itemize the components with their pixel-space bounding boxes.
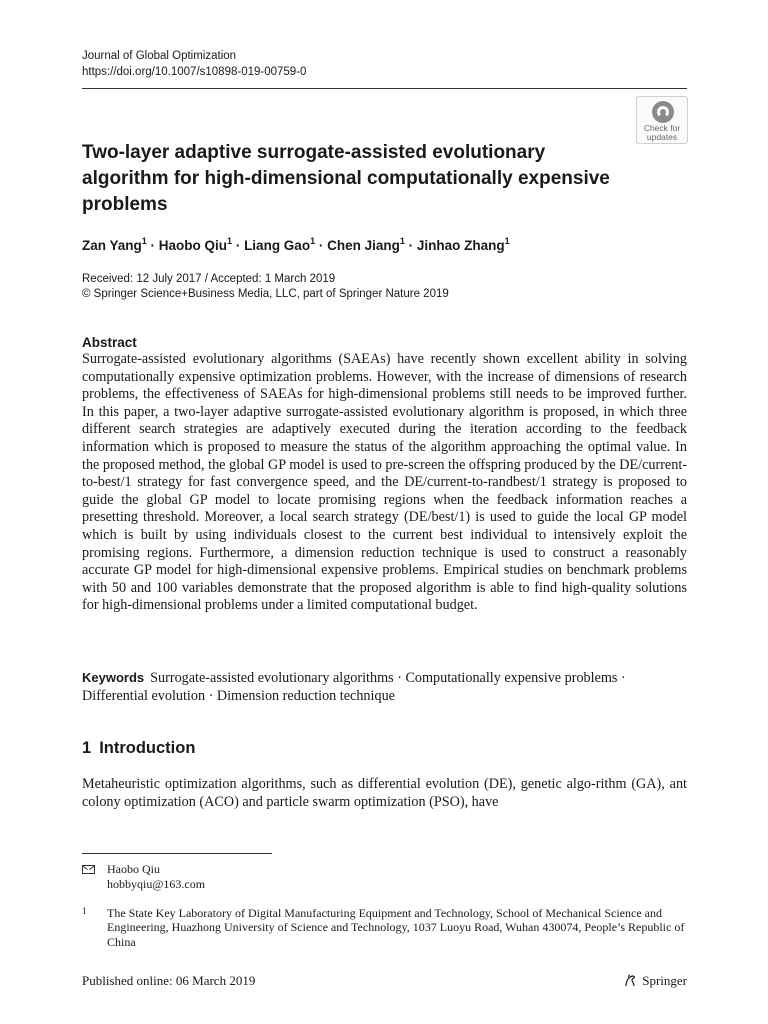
abstract-body: Surrogate-assisted evolutionary algorithms (SAEAs) have recently shown excellent ability in solving computationally expensive optimization problems. However, with the increase of dimensions of research problems, the effectiveness of SAEAs for high-dimensional problems still needs to be improved further. In this paper, a two-layer adaptive surrogate-assisted evolutionary algorithm is proposed, in which three different search strategies are adaptively executed during the iteration according to the feedback information which is proposed to measure the status of the algorithm approaching the optimal value. In the proposed method, the global GP model is used to pre-screen the offspring produced by the DE/current-to-best/1 strategy for fast convergence speed, and the DE/current-to-randbest/1 strategy is proposed to guide the global GP model to locate promising regions when the feedback information reaches a presetting threshold. Moreover, a local search strategy (DE/best/1) is used to guide the local GP model which is built by using individuals closest to the current best individual to intensively exploit the promising regions. Furthermore, a dimension reduction technique is used to construct a reasonably accurate GP model for high-dimensional expensive problems. Empirical studies on benchmark problems with 50 and 100 variables demonstrate that the proposed algorithm is able to find high-quality solutions for high-dimensional problems under a limited computational budget. — [82, 351, 687, 614]
check-for-updates-badge[interactable] — [636, 96, 688, 144]
author-name[interactable]: Chen Jiang — [327, 238, 400, 253]
author-name[interactable]: Zan Yang — [82, 238, 142, 253]
paper-title: Two-layer adaptive surrogate-assisted evolutionary algorithm for high-dimensional computationally expensive problems — [82, 142, 610, 215]
author-affiliation-mark: 1 — [227, 236, 233, 246]
envelope-icon — [82, 865, 95, 874]
author-affiliation-mark: 1 — [310, 236, 316, 246]
author-separator: · — [146, 238, 159, 253]
springer-horse-icon — [623, 974, 637, 988]
header-divider — [82, 88, 687, 89]
publisher-logo — [623, 972, 687, 990]
abstract-section — [82, 334, 687, 615]
author-name[interactable]: Liang Gao — [244, 238, 311, 253]
keywords-section — [82, 669, 687, 705]
affiliation-footnote — [82, 906, 687, 949]
journal-header — [82, 48, 687, 80]
corresponding-author-note — [82, 862, 682, 892]
affiliation-text: The State Key Laboratory of Digital Manufacturing Equipment and Technology, School of Mechanical Science and Engineering, Huazhong University of Science and Technology, 1037 Luoyu Road, Wuhan 430074, People’s Republic of China — [107, 906, 685, 949]
author-separator: · — [315, 238, 328, 253]
keywords-text: Surrogate-assisted evolutionary algorithms · Computationally expensive problems · Differential evolution · Dimension reduction technique — [82, 670, 626, 704]
publication-dates — [82, 272, 687, 302]
published-online-date: Published online: 06 March 2019 — [82, 973, 256, 988]
introduction-body: Metaheuristic optimization algorithms, such as differential evolution (DE), genetic algo-rithm (GA), ant colony optimization (ACO) and particle swarm optimization (PSO), have — [82, 776, 687, 810]
page-footer — [82, 972, 687, 992]
author-affiliation-mark: 1 — [504, 236, 510, 246]
author-affiliation-mark: 1 — [399, 236, 405, 246]
received-accepted-dates: Received: 12 July 2017 / Accepted: 1 March 2019 — [82, 273, 336, 285]
author-name[interactable]: Jinhao Zhang — [416, 238, 505, 253]
author-separator: · — [404, 238, 417, 253]
author-list — [82, 230, 687, 257]
doi-link[interactable]: https://doi.org/10.1007/s10898-019-00759-0 — [82, 66, 307, 78]
section-number: 1 — [82, 739, 92, 757]
copyright-notice: © Springer Science+Business Media, LLC, part of Springer Nature 2019 — [82, 288, 449, 300]
section-title: Introduction — [99, 739, 196, 757]
check-for-updates-icon — [652, 101, 674, 123]
footnote-divider — [82, 853, 272, 854]
journal-name: Journal of Global Optimization — [82, 50, 237, 62]
section-heading-introduction — [82, 738, 195, 758]
corresponding-author-name: Haobo Qiu — [107, 862, 160, 876]
author-name[interactable]: Haobo Qiu — [158, 238, 228, 253]
author-separator: · — [232, 238, 245, 253]
check-for-updates-label: Check for updates — [643, 123, 681, 142]
corresponding-author-email[interactable]: hobbyqiu@163.com — [107, 877, 206, 891]
publisher-name: Springer — [642, 973, 687, 988]
keywords-label: Keywords — [82, 670, 145, 685]
abstract-heading: Abstract — [82, 335, 137, 350]
author-affiliation-mark: 1 — [141, 236, 147, 246]
affiliation-number: 1 — [82, 906, 87, 916]
